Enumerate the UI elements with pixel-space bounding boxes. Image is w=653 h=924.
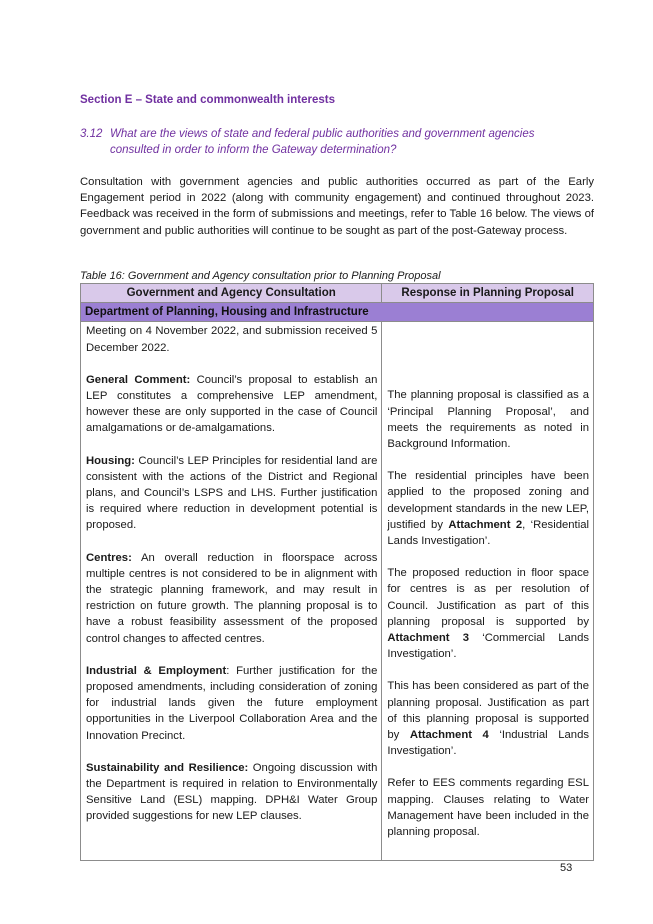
housing-attachment: Attachment 2 <box>448 518 523 531</box>
sustainability-comment <box>86 760 377 825</box>
general-comment <box>86 372 377 437</box>
response-spacer <box>387 323 589 371</box>
table-caption: Table 16: Government and Agency consultation prior to Planning Proposal <box>80 270 441 282</box>
question-line-2: consulted in order to inform the Gateway determination? <box>110 144 397 156</box>
centres-label: Centres: <box>86 551 132 564</box>
general-text: Council’s proposal to establish an LEP constitutes a comprehensive LEP amendment, however these are only supported in the case of Council amalgamations or de-amalgamations. <box>86 373 378 435</box>
centres-comment <box>86 550 377 647</box>
centres-response-tail: ‘Commercial Lands Investigation’. <box>387 632 589 661</box>
centres-response-text: The proposed reduction in floor space for centres is as per resolution of Council. Justification as part of this planning proposal is supported by <box>387 567 589 628</box>
table-header-row <box>81 284 594 303</box>
consultation-cell <box>81 322 382 861</box>
section-heading: Section E – State and commonwealth interests <box>80 94 335 106</box>
agency-row <box>81 303 594 322</box>
housing-comment <box>86 453 377 534</box>
header-consultation: Government and Agency Consultation <box>81 284 382 303</box>
table-row <box>81 322 594 861</box>
general-label: General Comment: <box>86 373 191 386</box>
centres-response <box>387 565 589 662</box>
centres-text: An overall reduction in floorspace across multiple centres is not considered to be in alignment with the strategic planning framework, and may result in restriction on future growth. The planning proposal is to have a robust feasibility assessment of the proposed control changes to affected centres. <box>86 551 378 645</box>
question-line-1: What are the views of state and federal public authorities and government agencies <box>110 128 535 140</box>
industrial-response-tail: ‘Industrial Lands Investigation’. <box>387 729 590 758</box>
housing-response-tail: , ‘Residential Lands Investigation’. <box>387 518 590 548</box>
question-number: 3.12 <box>80 128 103 140</box>
page-number: 53 <box>560 862 573 874</box>
meeting-text: Meeting on 4 November 2022, and submission received 5 December 2022. <box>86 325 378 354</box>
agency-name: Department of Planning, Housing and Infrastructure <box>81 303 594 322</box>
industrial-text: : Further justification for the proposed amendments, including consideration of zoning for industrial lands given the future employment opportunities in the Liverpool Collaboration Area and the Innovation Precinct. <box>86 664 378 742</box>
consultation-table <box>80 283 594 861</box>
question-3-12 <box>80 126 594 158</box>
industrial-response-text: This has been considered as part of the planning proposal. Justification as part of this planning proposal is supported by <box>387 680 589 742</box>
industrial-response <box>387 678 589 759</box>
general-response: The planning proposal is classified as a ‘Principal Planning Proposal’, and meets the requirements as noted in Background Information. <box>387 389 589 451</box>
housing-label: Housing: <box>86 454 135 467</box>
housing-response <box>387 468 589 549</box>
header-response: Response in Planning Proposal <box>382 284 594 303</box>
industrial-label: Industrial & Employment <box>86 664 227 677</box>
sustainability-label: Sustainability and Resilience: <box>86 761 249 774</box>
sustainability-response: Refer to EES comments regarding ESL mapping. Clauses relating to Water Management have been included in the planning proposal. <box>387 777 589 839</box>
sustainability-text: Ongoing discussion with the Department is required in relation to Environmentally Sensitive Land (ESL) mapping. DPH&I Water Group provided suggestions for new LEP clauses. <box>86 761 378 823</box>
industrial-comment <box>86 663 377 744</box>
intro-paragraph: Consultation with government agencies and public authorities occurred as part of the Early Engagement period in 2022 (along with community engagement) and continued throughout 2023. Feedback was received in the form of submissions and meetings, refer to Table 16 below. The views of government and public authorities will continue to be sought as part of the post-Gateway process. <box>80 176 594 237</box>
industrial-attachment: Attachment 4 <box>409 729 489 742</box>
housing-response-text: The residential principles have been applied to the proposed zoning and development standards in the new LEP, justified by <box>387 470 589 531</box>
housing-text: Council’s LEP Principles for residential land are consistent with the actions of the District and Regional plans, and Council’s LSPS and LHS. Further justification is required where reduction in development potential is proposed. <box>86 454 378 532</box>
response-cell <box>382 322 594 861</box>
centres-attachment: Attachment 3 <box>387 632 470 645</box>
